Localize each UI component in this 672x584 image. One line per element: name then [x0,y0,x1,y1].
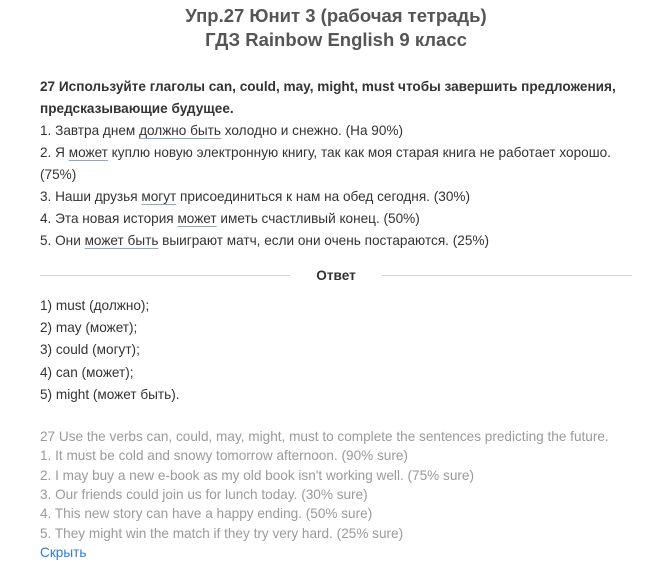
translation-line: 1. It must be cold and snowy tomorrow afternoon. (90% sure) [40,448,408,464]
underlined-word: может быть [84,233,159,248]
translation-line: 4. This new story can have a happy ending. (50% sure) [40,506,373,522]
sentence-text: иметь счастливый конец. (50%) [216,211,420,226]
title-line-1: Упр.27 Юнит 3 (рабочая тетрадь) [185,5,487,26]
answer-item: 2) may (может); [40,320,138,336]
answer-label: Ответ [316,267,356,283]
task-sentence-1 [40,120,632,142]
sentence-text: 1. Завтра днем [40,123,140,138]
task-sentence-2 [40,142,632,186]
translation-block [40,427,632,563]
divider-line [40,275,290,276]
sentence-text: 4. Эта новая история [40,211,178,226]
sentence-text: 2. Я [40,145,69,160]
sentence-text: 5. Они [40,233,85,248]
underlined-word: может [68,145,108,160]
answers-list [40,295,632,406]
answer-item: 1) must (должно); [40,298,150,313]
task-sentence-5 [40,230,632,252]
page-title [40,0,632,52]
answer-item: 5) might (может быть). [40,386,180,402]
title-line-2: ГДЗ Rainbow English 9 класс [205,29,467,50]
sentence-text: присоединиться к нам на обед сегодня. (30%) [176,189,470,204]
task-block [40,76,632,252]
underlined-word: может [177,211,217,226]
underlined-word: должно быть [139,123,221,138]
task-sentence-3 [40,186,632,208]
answer-item: 3) could (могут); [40,342,140,358]
translation-line: 2. I may buy a new e-book as my old book isn't working well. (75% sure) [40,467,475,483]
sentence-text: выиграют матч, если они очень постараются. (25%) [158,233,489,248]
sentence-text: холодно и снежно. (На 90%) [221,123,404,138]
underlined-word: могут [141,189,177,204]
translation-line: 3. Our friends could join us for lunch today. (30% sure) [40,486,368,502]
translation-heading: 27 Use the verbs can, could, may, might, must to complete the sentences predicting the future. [40,429,609,445]
hide-link[interactable]: Скрыть [40,544,87,560]
translation-line: 5. They might win the match if they try very hard. (25% sure) [40,525,404,541]
sentence-text: куплю новую электронную книгу, так как моя старая книга не работает хорошо. (75%) [40,145,611,182]
divider-line [382,275,632,276]
sentence-text: 3. Наши друзья [40,189,142,204]
answer-divider [40,265,632,285]
answer-item: 4) can (может); [40,364,134,380]
task-sentence-4 [40,208,632,230]
task-heading: 27 Используйте глаголы can, could, may, might, must чтобы завершить предложения, предсказывающие будущее. [40,79,616,116]
